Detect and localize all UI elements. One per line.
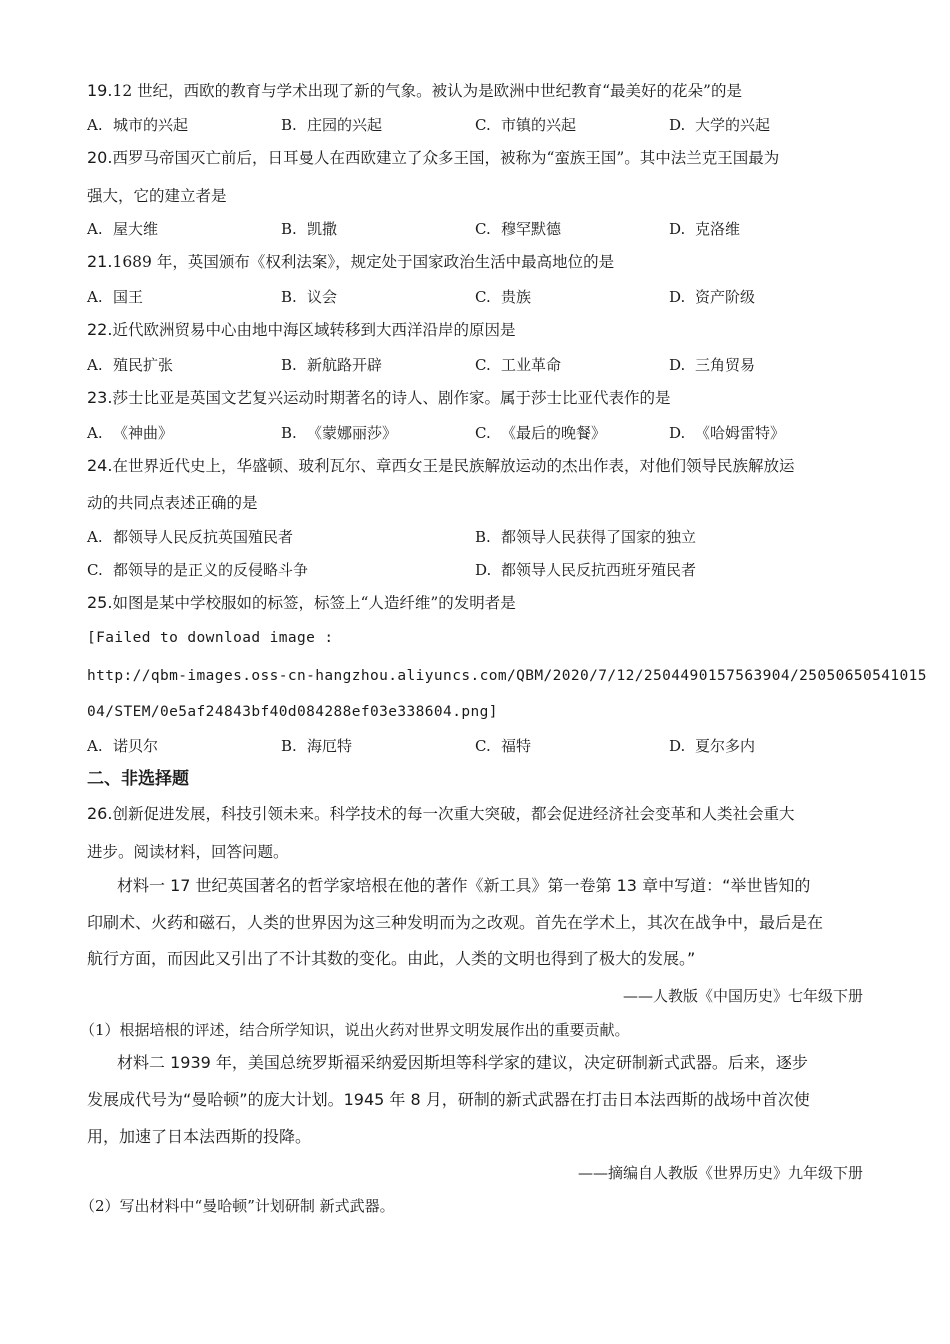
option-d: D. 资产阶级 [669,288,756,306]
question-number: 24. [87,456,113,475]
question-23 [87,388,670,408]
option-b: B. 海厄特 [281,737,353,755]
option-a: A. 诺贝尔 [87,737,159,755]
option-d: D. 三角贸易 [669,356,756,374]
failed-image-url: http://qbm-images.oss-cn-hangzhou.aliyuncs.com/QBM/2020/7/12/2504490157563904/25050650541015 [87,668,927,684]
question-text-cont: 进步。阅读材料，回答问题。 [87,843,289,861]
question-text: 如图是某中学校服如的标签，标签上“人造纤维”的发明者是 [112,594,516,612]
question-text: 近代欧洲贸易中心由地中海区域转移到大西洋沿岸的原因是 [112,321,516,339]
option-c: C. 都领导的是正义的反侵略斗争 [87,561,309,579]
question-24 [87,456,794,476]
option-c: C. 《最后的晚餐》 [475,424,607,442]
option-c: C. 穆罕默德 [475,220,562,238]
question-number: 22. [87,320,113,339]
question-22 [87,320,515,340]
material-1-line-3: 航行方面，而因此又引出了不计其数的变化。由此，人类的文明也得到了极大的发展。” [87,949,696,968]
material-1-source: ——人教版《中国历史》七年级下册 [622,987,863,1005]
question-text-cont: 动的共同点表述正确的是 [87,494,258,512]
question-text: 西罗马帝国灭亡前后，日耳曼人在西欧建立了众多王国，被称为“蛮族王国”。其中法兰克王国最为 [112,149,780,167]
material-1-line-1: 材料一 17 世纪英国著名的哲学家培根在他的著作《新工具》第一卷第 13 章中写道：“举世皆知的 [117,876,811,895]
option-d: D. 都领导人民反抗西班牙殖民者 [475,561,697,579]
sub-question-1: （1）根据培根的评述，结合所学知识，说出火药对世界文明发展作出的重要贡献。 [80,1021,630,1039]
option-a: A. 都领导人民反抗英国殖民者 [87,528,294,546]
option-a: A. 国王 [87,288,144,306]
section-heading: 二、非选择题 [87,769,189,789]
question-text-cont: 强大，它的建立者是 [87,187,227,205]
question-number: 19. [87,81,113,100]
option-c: C. 福特 [475,737,532,755]
question-text: 1689 年，英国颁布《权利法案》，规定处于国家政治生活中最高地位的是 [112,253,615,271]
material-2-line-1: 材料二 1939 年，美国总统罗斯福采纳爱因斯坦等科学家的建议，决定研制新式武器。后来，逐步 [117,1053,808,1072]
question-text: 12 世纪，西欧的教育与学术出现了新的气象。被认为是欧洲中世纪教育“最美好的花朵”的是 [112,82,742,100]
material-1-line-2: 印刷术、火药和磁石，人类的世界因为这三种发明而为之改观。首先在学术上，其次在战争中，最后是在 [87,913,824,932]
option-b: B. 《蒙娜丽莎》 [281,424,398,442]
question-number: 20. [87,148,113,167]
option-c: C. 贵族 [475,288,532,306]
material-2-line-3: 用，加速了日本法西斯的投降。 [87,1127,312,1146]
option-a: A. 屋大维 [87,220,159,238]
option-a: A. 城市的兴起 [87,116,189,134]
question-number: 21. [87,252,113,271]
option-a: A. 《神曲》 [87,424,174,442]
material-2-line-2: 发展成代号为“曼哈顿”的庞大计划。1945 年 8 月，研制的新式武器在打击日本法西斯的战场中首次使 [87,1090,810,1109]
option-b: B. 新航路开辟 [281,356,383,374]
failed-image-url-cont: 04/STEM/0e5af24843bf40d084288ef03e338604.png] [87,704,498,720]
sub-question-2: （2）写出材料中“曼哈顿”计划研制 新式武器。 [80,1197,395,1215]
question-20 [87,148,779,168]
material-2-source: ——摘编自人教版《世界历史》九年级下册 [577,1164,863,1182]
question-19 [87,81,742,101]
question-number: 26. [87,804,113,823]
option-b: B. 议会 [281,288,338,306]
option-a: A. 殖民扩张 [87,356,174,374]
question-number: 25. [87,593,113,612]
option-b: B. 都领导人民获得了国家的独立 [475,528,697,546]
question-text: 创新促进发展，科技引领未来。科学技术的每一次重大突破，都会促进经济社会变革和人类社会重大 [112,805,795,823]
option-d: D. 夏尔多内 [669,737,756,755]
option-d: D. 大学的兴起 [669,116,771,134]
option-c: C. 市镇的兴起 [475,116,577,134]
option-d: D. 克洛维 [669,220,741,238]
question-number: 23. [87,388,113,407]
question-text: 莎士比亚是英国文艺复兴运动时期著名的诗人、剧作家。属于莎士比亚代表作的是 [112,389,671,407]
failed-image-notice: [Failed to download image : [87,630,334,646]
option-d: D. 《哈姆雷特》 [669,424,786,442]
question-25 [87,593,516,613]
question-21 [87,252,614,272]
question-text: 在世界近代史上，华盛顿、玻利瓦尔、章西女王是民族解放运动的杰出作表，对他们领导民族解放运 [112,457,795,475]
question-26 [87,804,794,824]
option-b: B. 庄园的兴起 [281,116,383,134]
option-b: B. 凯撒 [281,220,338,238]
option-c: C. 工业革命 [475,356,562,374]
